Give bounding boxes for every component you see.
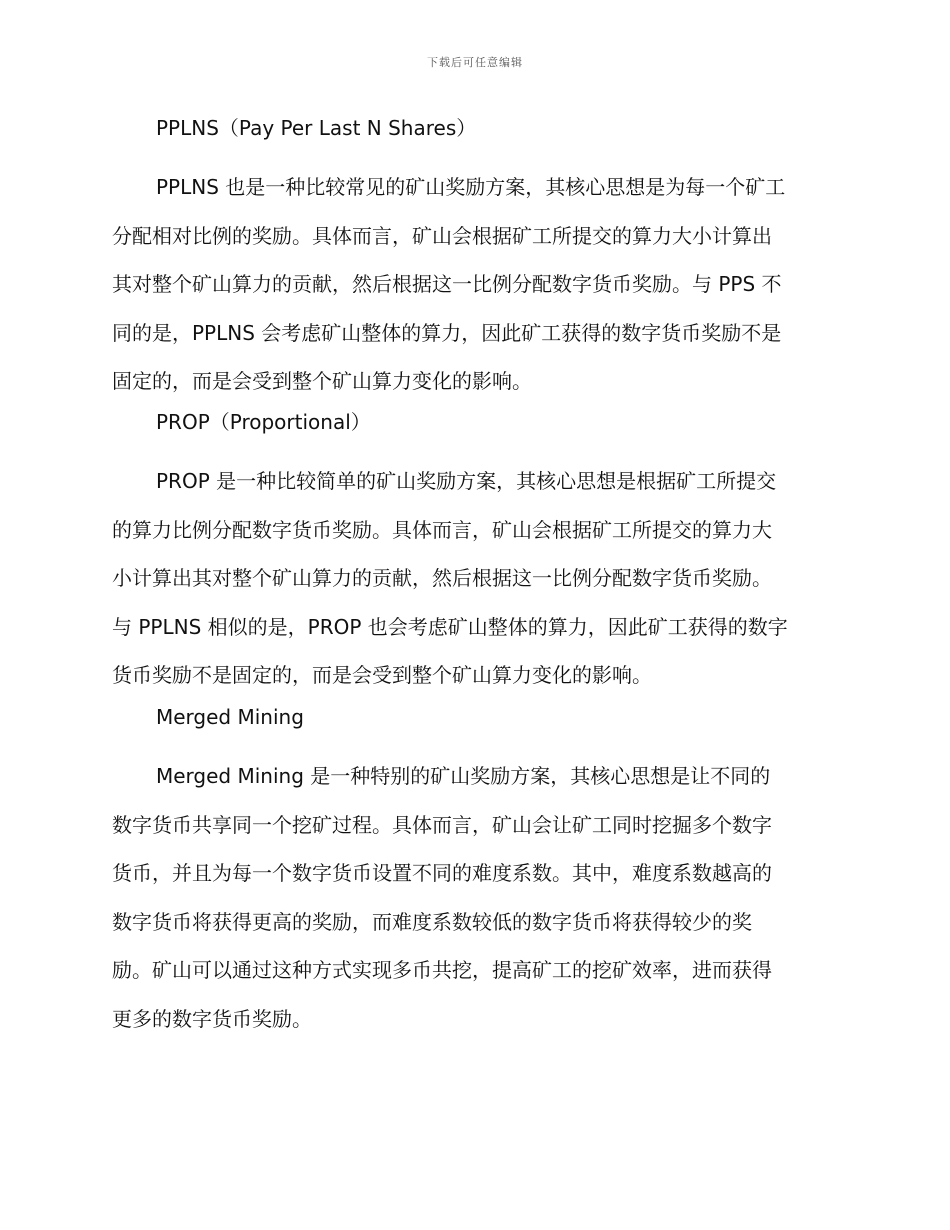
- page-header: 下载后可任意编辑: [427, 56, 523, 69]
- paragraph-line: 励。矿山可以通过这种方式实现多币共挖，提高矿工的挖矿效率，进而获得: [112, 958, 772, 983]
- paragraph-line: 货币奖励不是固定的，而是会受到整个矿山算力变化的影响。: [112, 663, 652, 688]
- paragraph-pplns: [112, 163, 834, 406]
- paragraph-line: 同的是，PPLNS 会考虑矿山整体的算力，因此矿工获得的数字货币奖励不是: [112, 320, 782, 345]
- section-heading-pplns: PPLNS（Pay Per Last N Shares）: [156, 116, 477, 140]
- paragraph-line: 数字货币共享同一个挖矿过程。具体而言，矿山会让矿工同时挖掘多个数字: [112, 812, 772, 837]
- paragraph-line: PROP 是一种比较简单的矿山奖励方案，其核心思想是根据矿工所提交: [156, 469, 777, 493]
- paragraph-merged-mining: [112, 752, 834, 1044]
- section-heading-merged-mining: Merged Mining: [156, 705, 304, 729]
- paragraph-line: 固定的，而是会受到整个矿山算力变化的影响。: [112, 369, 532, 394]
- paragraph-line: 数字货币将获得更高的奖励，而难度系数较低的数字货币将获得较少的奖: [112, 909, 752, 934]
- paragraph-line: PPLNS 也是一种比较常见的矿山奖励方案，其核心思想是为每一个矿工: [156, 175, 786, 199]
- paragraph-line: 其对整个矿山算力的贡献，然后根据这一比例分配数字货币奖励。与 PPS 不: [112, 272, 782, 297]
- paragraph-line: Merged Mining 是一种特别的矿山奖励方案，其核心思想是让不同的: [156, 764, 771, 788]
- section-heading-prop: PROP（Proportional）: [156, 410, 371, 434]
- paragraph-line: 与 PPLNS 相似的是，PROP 也会考虑矿山整体的算力，因此矿工获得的数字: [112, 614, 788, 639]
- paragraph-line: 更多的数字货币奖励。: [112, 1006, 312, 1031]
- paragraph-line: 分配相对比例的奖励。具体而言，矿山会根据矿工所提交的算力大小计算出: [112, 223, 772, 248]
- paragraph-line: 的算力比例分配数字货币奖励。具体而言，矿山会根据矿工所提交的算力大: [112, 517, 772, 542]
- paragraph-line: 小计算出其对整个矿山算力的贡献，然后根据这一比例分配数字货币奖励。: [112, 566, 772, 591]
- paragraph-prop: [112, 457, 834, 700]
- paragraph-line: 货币，并且为每一个数字货币设置不同的难度系数。其中，难度系数越高的: [112, 861, 772, 886]
